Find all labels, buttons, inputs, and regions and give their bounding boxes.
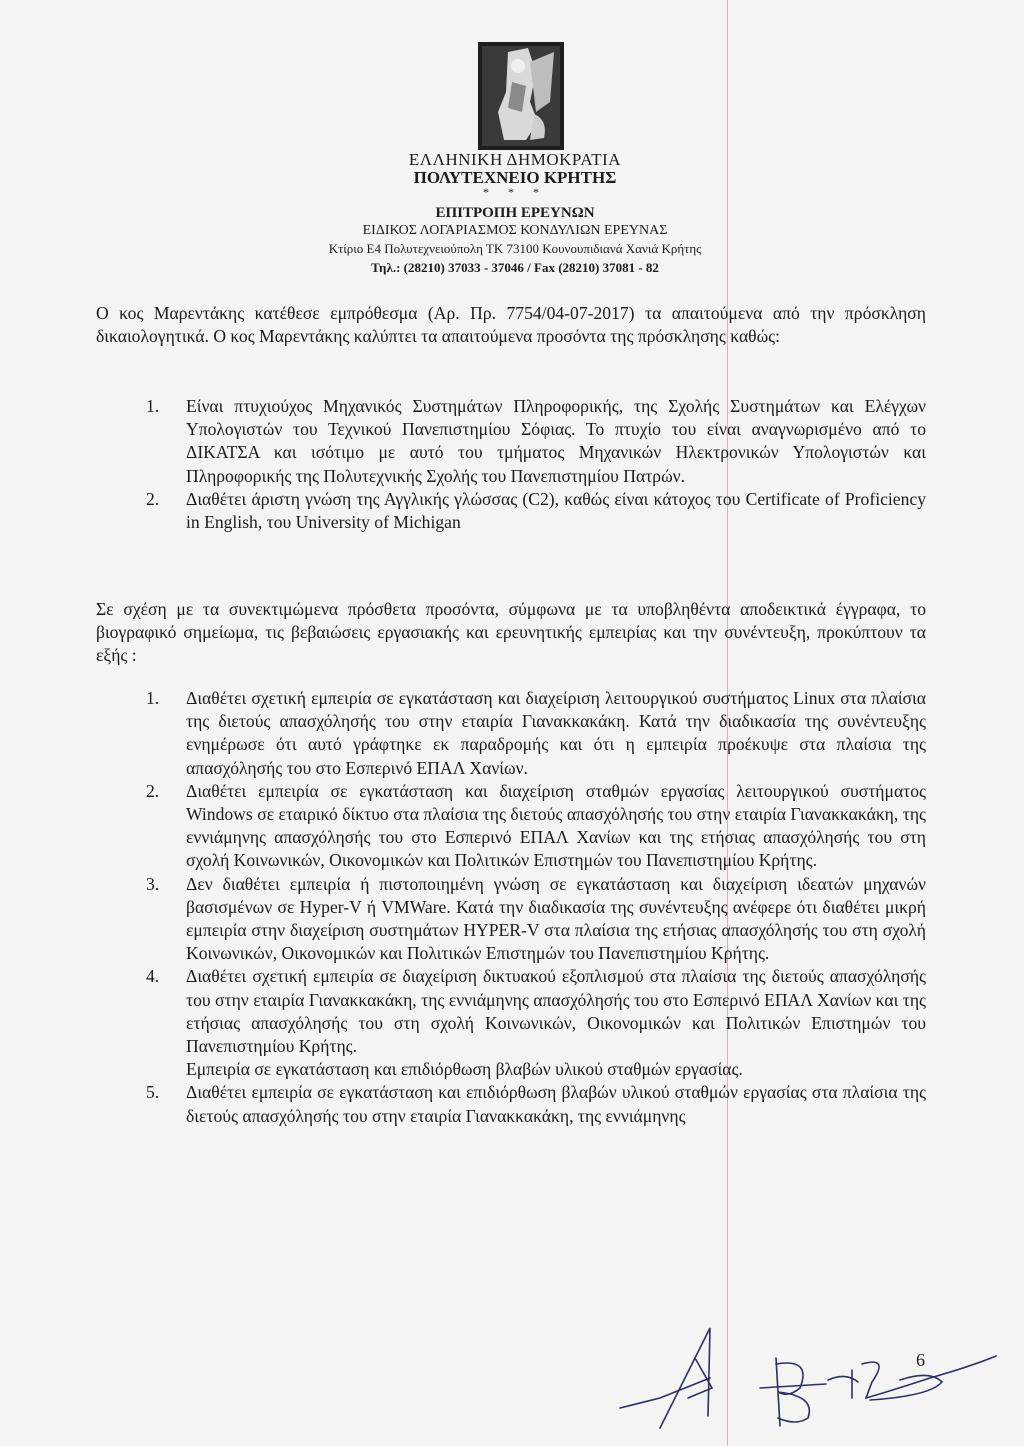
list-item (96, 965, 926, 1081)
header-committee: ΕΠΙΤΡΟΠΗ ΕΡΕΥΝΩΝ (435, 205, 595, 221)
list-item-number: 5. (146, 1082, 160, 1103)
list-item-extra-text: Εμπειρία σε εγκατάσταση και επιδιόρθωση βλαβών υλικού σταθμών εργασίας. (186, 1059, 743, 1080)
list-item (96, 687, 926, 780)
university-logo (478, 42, 564, 150)
list-item-number: 1. (146, 396, 160, 416)
list-item-number: 4. (146, 966, 160, 987)
list-item-text: Διαθέτει άριστη γνώση της Αγγλικής γλώσσας (C2), καθώς είναι κάτοχος του Certificate of Proficiency in English, του University of Michigan (186, 488, 926, 533)
list-item-text: Διαθέτει εμπειρία σε εγκατάσταση και επιδιόρθωση βλαβών υλικού σταθμών εργασίας στα πλαίσια της διετούς απασχόλησής του στην εταιρία Γιανακκακάκη, της εννιάμηνης (186, 1082, 926, 1126)
list-item-number: 3. (146, 873, 160, 894)
header-stars: * * * (483, 185, 547, 199)
list-item (96, 488, 926, 534)
list-item-text: Διαθέτει εμπειρία σε εγκατάσταση και διαχείριση σταθμών εργασίας λειτουργικού συστήματος Windows σε εταιρικό δίκτυο στα πλαίσια της διετούς απασχόλησής του στην εταιρία Γιανακκακάκη, της εννιάμηνης απασχόλησής του στο Εσπερινό ΕΠΑΛ Χανίων και της ετήσιας απασχόλησής του στη σχολή Κοινωνικών, Οικονομικών και Πολιτικών Επιστημών του Πανεπιστημίου Κρήτης. (186, 780, 926, 871)
list-item-number: 1. (146, 688, 160, 708)
list-item-text: Διαθέτει σχετική εμπειρία σε διαχείριση δικτυακού εξοπλισμού στα πλαίσια της διετούς απασχόλησής του στην εταιρία Γιανακκακάκη, της εννιάμηνης απασχόλησής του στο Εσπερινό ΕΠΑΛ Χανίων και της ετήσιας απασχόλησής του στη σχολή Κοινωνικών, Οικονομικών και Πολιτικών Επιστημών του Πανεπιστημίου Κρήτης. (186, 966, 926, 1057)
header-phone: Τηλ.: (28210) 37033 - 37046 / Fax (28210) 37081 - 82 (371, 260, 659, 275)
list-item (96, 780, 926, 873)
header-country: ΕΛΛΗΝΙΚΗ ΔΗΜΟΚΡΑΤΙΑ (408, 150, 622, 169)
list-item (96, 395, 926, 488)
list-item-number: 2. (146, 780, 160, 801)
handwritten-signatures (600, 1318, 1000, 1433)
header-university: ΠΟΛΥΤΕΧΝΕΙΟ ΚΡΗΤΗΣ (413, 168, 617, 187)
header-address: Κτίριο Ε4 Πολυτεχνειούπολη ΤΚ 73100 Κουνουπιδιανά Χανιά Κρήτης (328, 241, 702, 256)
list-item-text: Είναι πτυχιούχος Μηχανικός Συστημάτων Πληροφορικής, της Σχολής Συστημάτων και Ελέγχων Υπολογιστών του Τεχνικού Πανεπιστημίου Σόφιας. Το πτυχίο του είναι αναγνωρισμένο από το ΔΙΚΑΤΣΑ και ισότιμο με αυτό του τμήματος Μηχανικών Ηλεκτρονικών Υπολογιστών και Πληροφορικής της Πολυτεχνικής Σχολής του Πανεπιστημίου Πατρών. (186, 396, 926, 486)
list-item-text: Διαθέτει σχετική εμπειρία σε εγκατάσταση και διαχείριση λειτουργικού συστήματος Linux στα πλαίσια της διετούς απασχόλησής του στην εταιρία Γιανακκακάκη. Κατά την διαδικασία της συνέντευξης ενημέρωσε ότι αυτό γράφτηκε εκ παραδρομής και ότι η εμπειρία προέκυψε στα πλαίσια της απασχόλησής του στο Εσπερινό ΕΠΑΛ Χανίων. (186, 688, 926, 778)
additional-qualifications-list (96, 687, 926, 1128)
list-item-text: Δεν διαθέτει εμπειρία ή πιστοποιημένη γνώση σε εγκατάσταση και διαχείριση ιδεατών μηχανών βασισμένων σε Hyper-V ή VMWare. Κατά την διαδικασία της συνέντευξης ανέφερε ότι διαθέτει μικρή εμπειρία στην διαχείριση συστημάτων HYPER-V στα πλαίσια της ετήσιας απασχόλησής του στη σχολή Κοινωνικών, Οικονομικών και Πολιτικών Επιστημών του Πανεπιστημίου Κρήτης. (186, 873, 926, 964)
list-item-number: 2. (146, 488, 160, 509)
additional-qualifications-paragraph: Σε σχέση με τα συνεκτιμώμενα πρόσθετα προσόντα, σύμφωνα με τα υποβληθέντα αποδεικτικά έγγραφα, το βιογραφικό σημείωμα, τις βεβαιώσεις εργασιακής και ερευνητικής εμπειρίας και την συνέντευξη, προκύπτουν τα εξής : (96, 599, 926, 666)
list-item (96, 873, 926, 966)
intro-paragraph: Ο κος Μαρεντάκης κατέθεσε εμπρόθεσμα (Αρ. Πρ. 7754/04-07-2017) τα απαιτούμενα από την πρόσκληση δικαιολογητικά. Ο κος Μαρεντάκης καλύπτει τα απαιτούμενα προσόντα της πρόσκλησης καθώς: (96, 303, 926, 347)
page-number: 6 (916, 1350, 925, 1370)
list-item (96, 1081, 926, 1127)
header-special-account: ΕΙΔΙΚΟΣ ΛΟΓΑΡΙΑΣΜΟΣ ΚΟΝΔΥΛΙΩΝ ΕΡΕΥΝΑΣ (362, 223, 668, 238)
required-qualifications-list (96, 395, 926, 534)
